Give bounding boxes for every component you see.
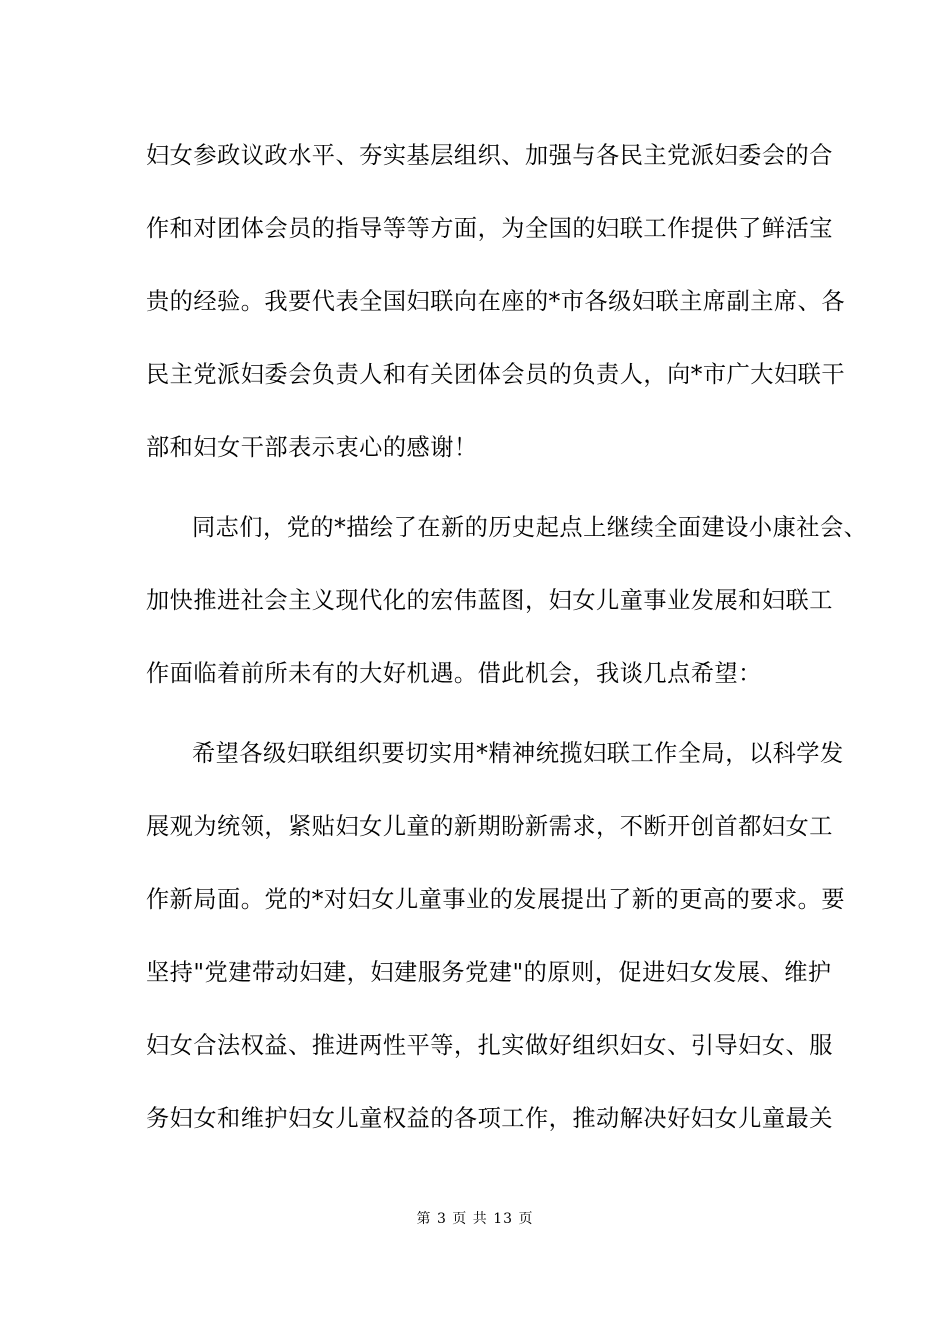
- text-line: 务妇女和维护妇女儿童权益的各项工作，推动解决好妇女儿童最关: [146, 1105, 833, 1132]
- text-line: 作和对团体会员的指导等等方面，为全国的妇联工作提供了鲜活宝: [146, 215, 833, 242]
- paragraph-start-line: 同志们，党的*描绘了在新的历史起点上继续全面建设小康社会、: [192, 514, 868, 541]
- text-line: 民主党派妇委会负责人和有关团体会员的负责人，向*市广大妇联干: [146, 361, 846, 388]
- text-line: 贵的经验。我要代表全国妇联向在座的*市各级妇联主席副主席、各: [146, 288, 846, 315]
- text-line: 坚持"党建带动妇建，妇建服务党建"的原则，促进妇女发展、维护: [146, 959, 832, 986]
- page-number-footer: 第 3 页 共 13 页: [416, 1211, 534, 1227]
- text-line: 妇女合法权益、推进两性平等，扎实做好组织妇女、引导妇女、服: [146, 1032, 833, 1059]
- text-line: 加快推进社会主义现代化的宏伟蓝图，妇女儿童事业发展和妇联工: [146, 587, 833, 614]
- text-line: 展观为统领，紧贴妇女儿童的新期盼新需求，不断开创首都妇女工: [146, 813, 833, 840]
- text-line: 妇女参政议政水平、夯实基层组织、加强与各民主党派妇委会的合: [146, 142, 833, 169]
- text-line: 作面临着前所未有的大好机遇。借此机会，我谈几点希望：: [146, 660, 762, 687]
- text-line: 作新局面。党的*对妇女儿童事业的发展提出了新的更高的要求。要: [146, 886, 846, 913]
- text-line: 部和妇女干部表示衷心的感谢！: [146, 434, 478, 461]
- paragraph-start-line: 希望各级妇联组织要切实用*精神统揽妇联工作全局，以科学发: [192, 740, 844, 767]
